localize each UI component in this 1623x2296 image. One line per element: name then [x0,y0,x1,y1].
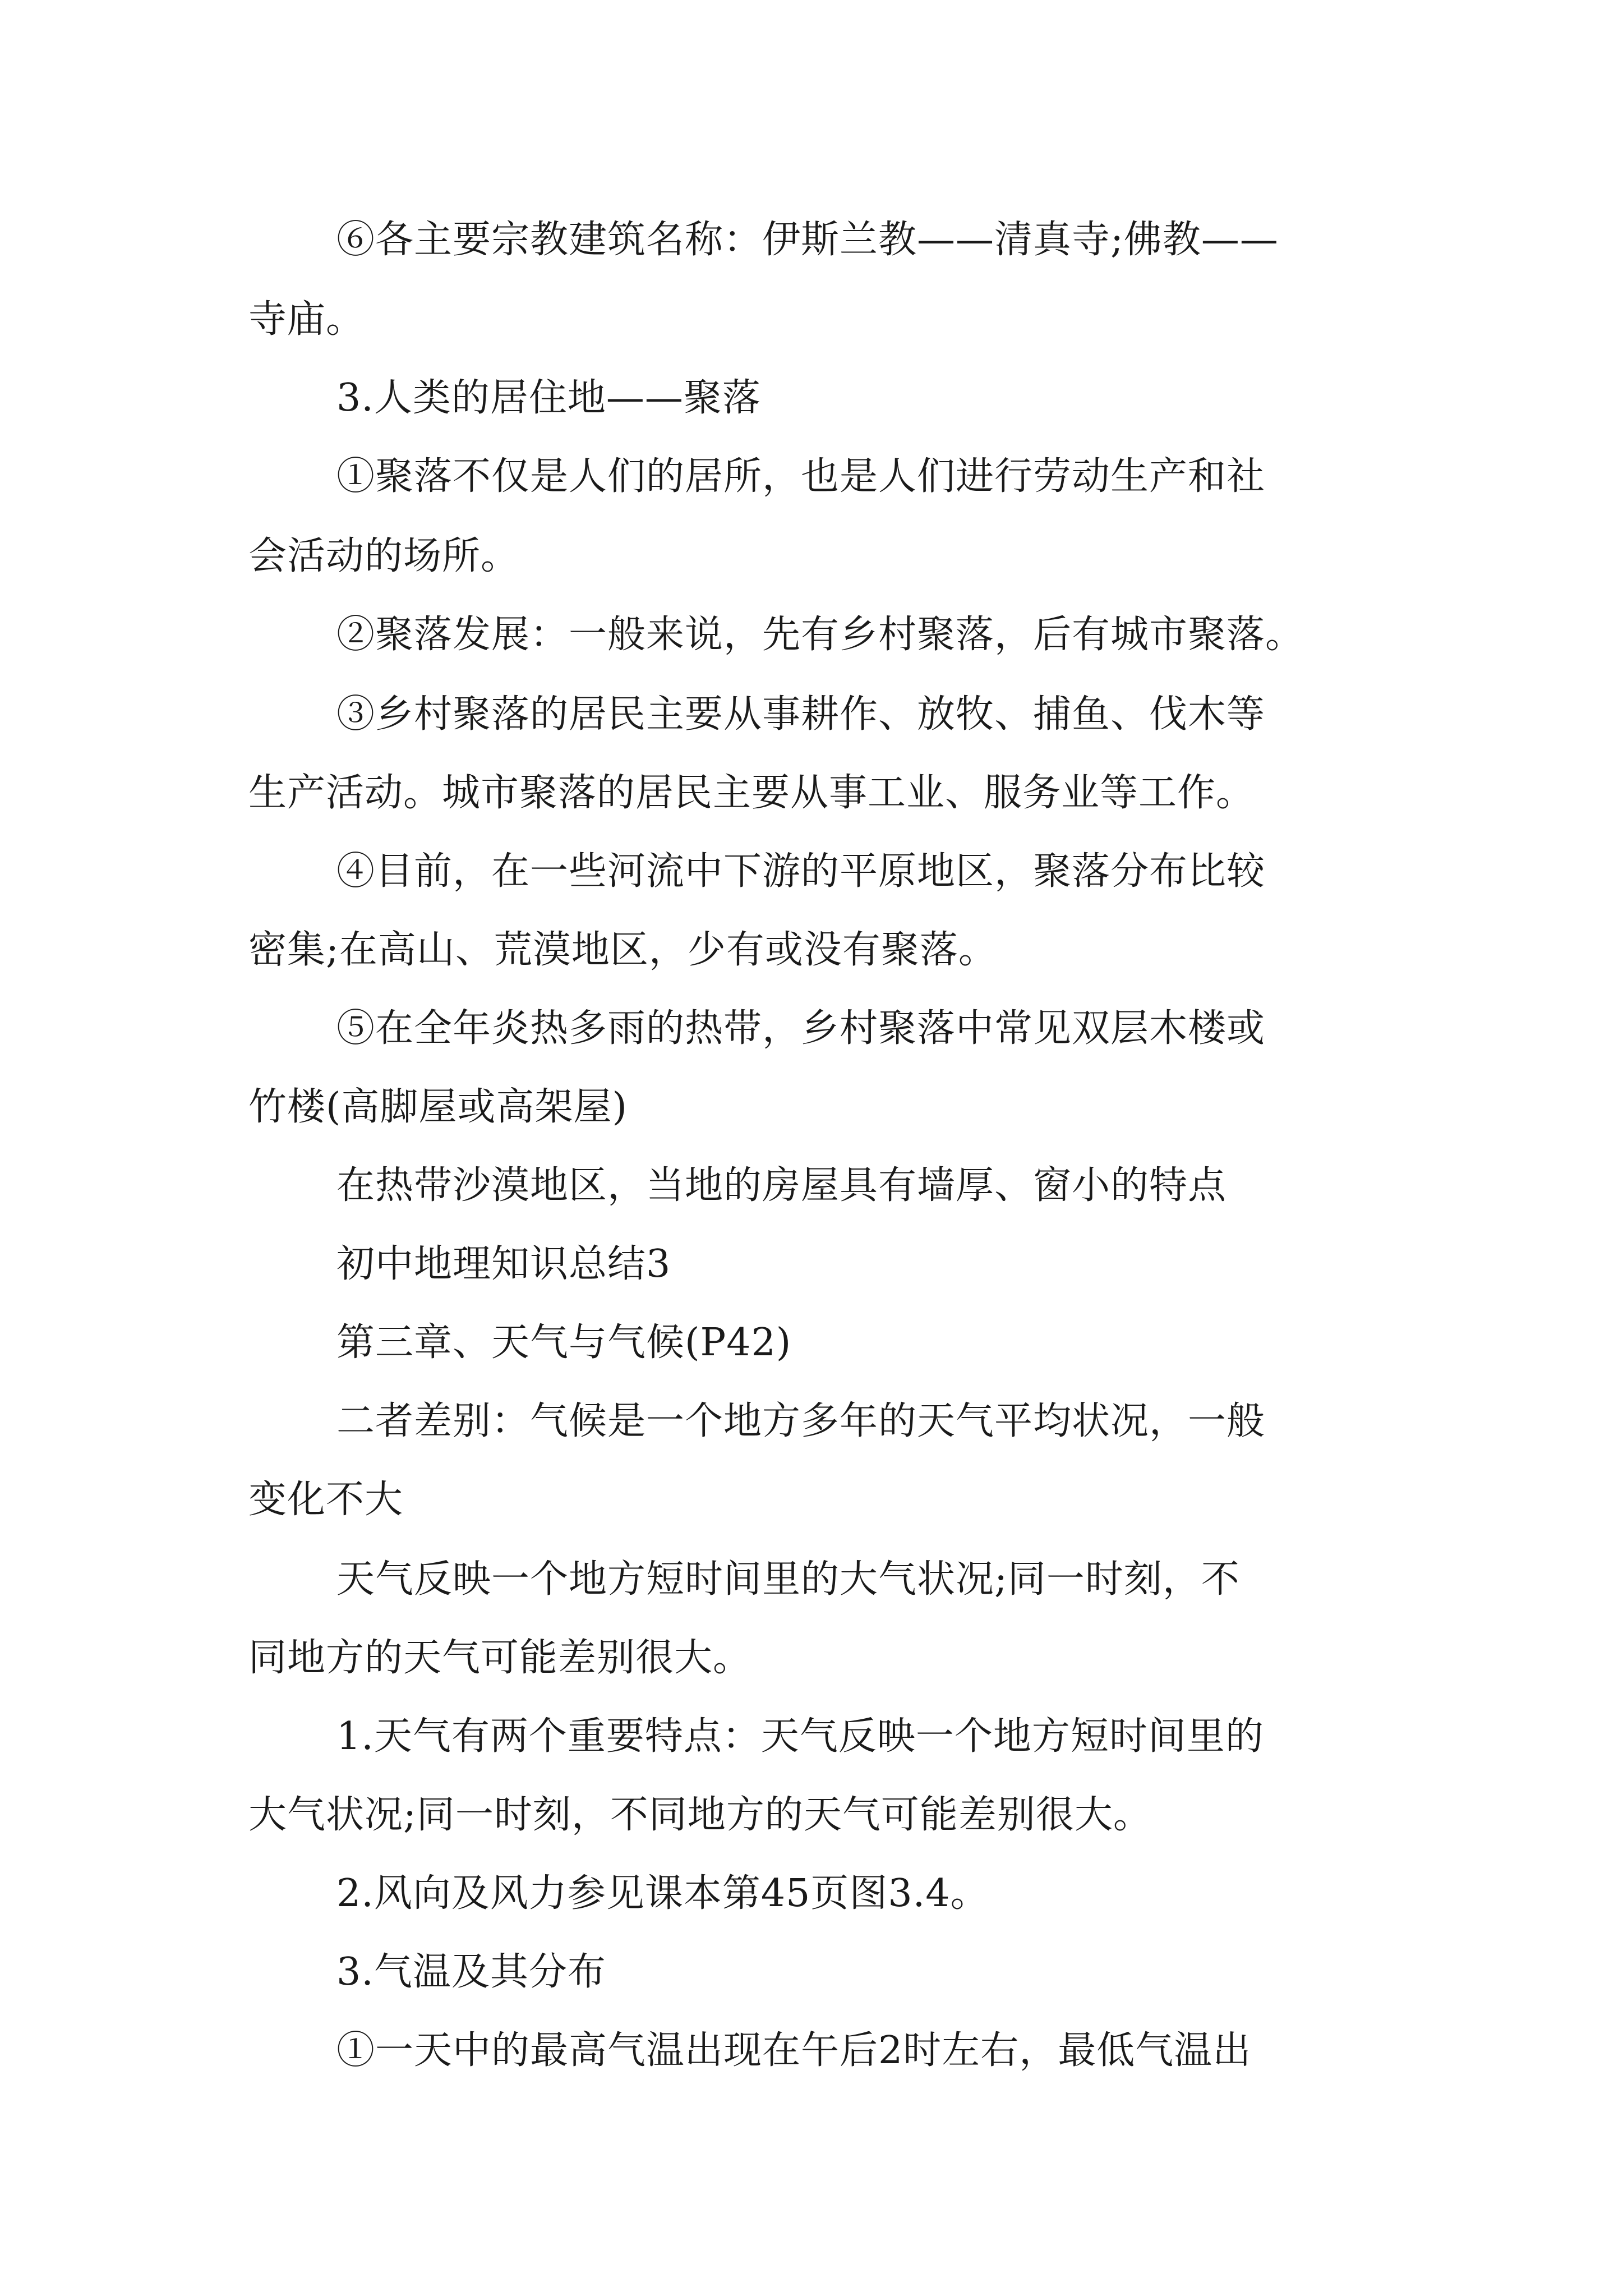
section-heading: 初中地理知识总结3 [336,1242,671,1286]
paragraph-line: ②聚落发展：一般来说，先有乡村聚落，后有城市聚落。 [336,613,1304,657]
section-heading: 3.气温及其分布 [336,1950,606,1994]
paragraph-line: ①一天中的最高气温出现在午后2时左右，最低气温出 [336,2028,1252,2073]
paragraph-line: 在热带沙漠地区，当地的房屋具有墙厚、窗小的特点 [336,1163,1227,1208]
section-heading: 第三章、天气与气候(P42) [336,1320,792,1365]
paragraph-line: 生产活动。城市聚落的居民主要从事工业、服务业等工作。 [248,771,1255,815]
paragraph-line: 1.天气有两个重要特点：天气反映一个地方短时间里的 [336,1714,1264,1759]
paragraph-line: 密集;在高山、荒漠地区，少有或没有聚落。 [248,928,997,972]
paragraph-line: 变化不大 [248,1478,404,1522]
paragraph-line: ①聚落不仅是人们的居所，也是人们进行劳动生产和社 [336,454,1266,499]
paragraph-line: ⑤在全年炎热多雨的热带，乡村聚落中常见双层木楼或 [336,1006,1266,1051]
paragraph-line: 会活动的场所。 [248,534,520,578]
paragraph-line: 2.风向及风力参见课本第45页图3.4。 [336,1871,989,1916]
paragraph-line: ④目前，在一些河流中下游的平原地区，聚落分布比较 [336,849,1266,894]
paragraph-line: ③乡村聚落的居民主要从事耕作、放牧、捕鱼、伐木等 [336,692,1266,737]
paragraph-line: 大气状况;同一时刻，不同地方的天气可能差别很大。 [248,1793,1152,1837]
paragraph-line: 同地方的天气可能差别很大。 [248,1636,752,1680]
paragraph-line: 寺庙。 [248,297,365,342]
paragraph-line: 二者差别：气候是一个地方多年的天气平均状况，一般 [336,1399,1266,1443]
section-heading: 3.人类的居住地——聚落 [336,376,761,420]
paragraph-line: 竹楼(高脚屋或高架屋) [248,1085,628,1129]
paragraph-line: 天气反映一个地方短时间里的大气状况;同一时刻，不 [336,1557,1240,1602]
paragraph-line: ⑥各主要宗教建筑名称：伊斯兰教——清真寺;佛教—— [336,218,1279,262]
